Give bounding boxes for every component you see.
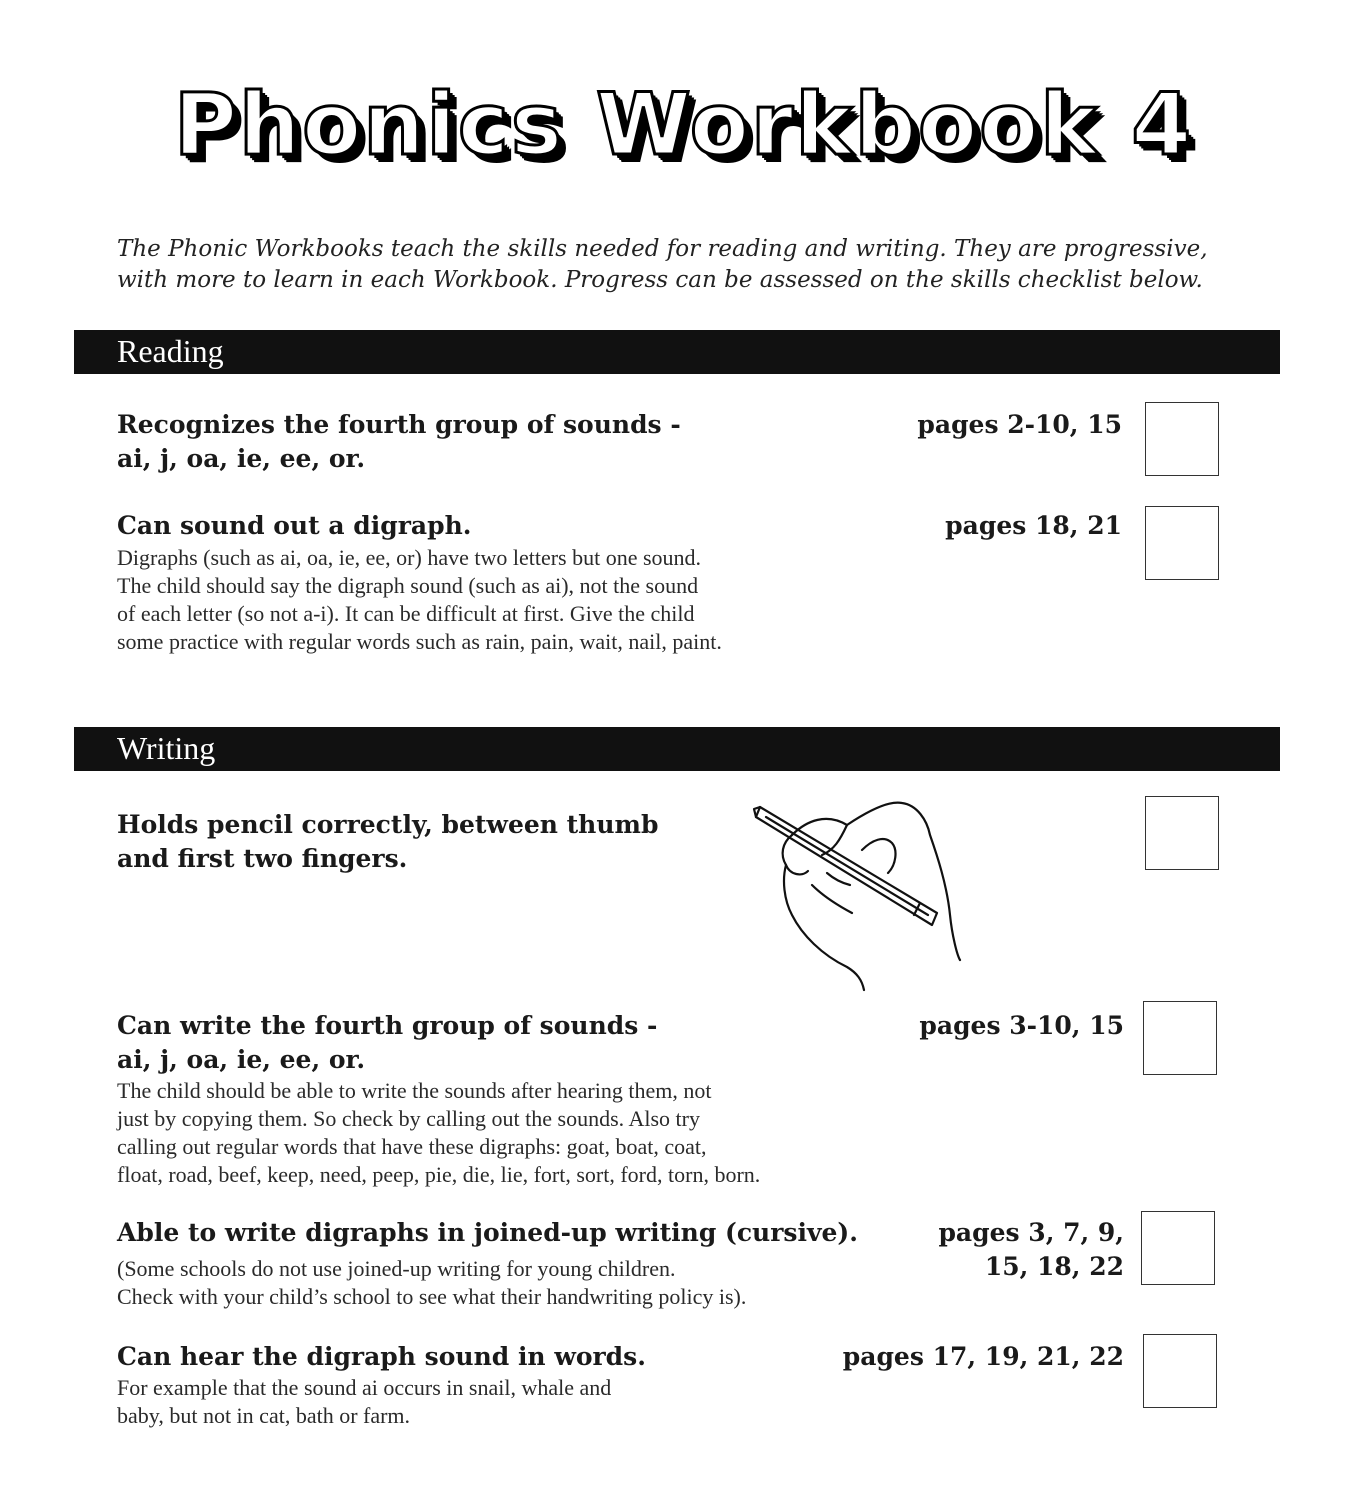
writing-item-3-description: [117, 1255, 746, 1311]
description-line: The child should say the digraph sound (such as ai), not the sound: [117, 573, 699, 598]
reading-item-2-pages: pages 18, 21: [945, 511, 1122, 540]
description-line: Digraphs (such as ai, oa, ie, ee, or) have two letters but one sound.: [117, 545, 702, 570]
intro-line: with more to learn in each Workbook. Progress can be assessed on the skills checklist below.: [117, 267, 1203, 293]
description-line: float, road, beef, keep, need, peep, pie, die, lie, fort, sort, ford, torn, born.: [117, 1162, 761, 1187]
checkbox-writing-item-2[interactable]: [1143, 1001, 1217, 1075]
item-title-line: Can write the fourth group of sounds -: [117, 1011, 658, 1040]
item-title-line: Holds pencil correctly, between thumb: [117, 810, 659, 839]
item-title-line: ai, j, oa, ie, ee, or.: [117, 444, 366, 473]
hand-holding-pencil-icon: [752, 795, 972, 995]
reading-item-1-pages: pages 2-10, 15: [917, 410, 1122, 439]
description-line: The child should be able to write the sounds after hearing them, not: [117, 1078, 712, 1103]
writing-item-2-pages: pages 3-10, 15: [919, 1011, 1124, 1040]
description-line: of each letter (so not a-i). It can be difficult at first. Give the child: [117, 601, 695, 626]
checkbox-writing-item-1[interactable]: [1145, 796, 1219, 870]
writing-item-4-pages: pages 17, 19, 21, 22: [842, 1342, 1124, 1371]
reading-item-2-title: [117, 509, 471, 543]
item-title-line: Able to write digraphs in joined-up writing (cursive).: [117, 1218, 858, 1247]
writing-item-4-title: [117, 1340, 646, 1374]
writing-item-2-title: [117, 1009, 657, 1077]
writing-section-header: [74, 727, 1280, 771]
writing-item-2-description: [117, 1077, 760, 1189]
item-title-line: ai, j, oa, ie, ee, or.: [117, 1045, 366, 1074]
checkbox-reading-item-2[interactable]: [1145, 506, 1219, 580]
intro-line: The Phonic Workbooks teach the skills needed for reading and writing. They are progressive,: [117, 236, 1208, 262]
writing-item-4-description: [117, 1374, 611, 1430]
description-line: baby, but not in cat, bath or farm.: [117, 1403, 411, 1428]
section-heading-reading: Reading: [117, 333, 224, 369]
checkbox-reading-item-1[interactable]: [1145, 402, 1219, 476]
description-line: Check with your child’s school to see what their handwriting policy is).: [117, 1284, 747, 1309]
page-title: Phonics Workbook 4: [173, 75, 1194, 175]
pages-line: pages 3, 7, 9,: [938, 1218, 1124, 1247]
checkbox-writing-item-4[interactable]: [1143, 1334, 1217, 1408]
writing-item-1-title: [117, 808, 658, 876]
description-line: just by copying them. So check by calling out the sounds. Also try: [117, 1106, 700, 1131]
section-heading-writing: Writing: [117, 730, 216, 766]
intro-paragraph: [117, 234, 1267, 296]
reading-item-2-description: [117, 544, 722, 656]
writing-item-3-title: [117, 1216, 858, 1250]
reading-item-1-title: [117, 408, 681, 476]
reading-section-header: [74, 330, 1280, 374]
description-line: some practice with regular words such as rain, pain, wait, nail, paint.: [117, 629, 722, 654]
item-title-line: Can hear the digraph sound in words.: [117, 1342, 646, 1371]
pages-line: 15, 18, 22: [984, 1252, 1124, 1281]
description-line: (Some schools do not use joined-up writing for young children.: [117, 1256, 676, 1281]
checkbox-writing-item-3[interactable]: [1141, 1211, 1215, 1285]
item-title-line: Can sound out a digraph.: [117, 511, 472, 540]
description-line: calling out regular words that have these digraphs: goat, boat, coat,: [117, 1134, 707, 1159]
description-line: For example that the sound ai occurs in snail, whale and: [117, 1375, 612, 1400]
writing-item-3-pages: [938, 1216, 1124, 1284]
item-title-line: and first two fingers.: [117, 844, 408, 873]
item-title-line: Recognizes the fourth group of sounds -: [117, 410, 681, 439]
